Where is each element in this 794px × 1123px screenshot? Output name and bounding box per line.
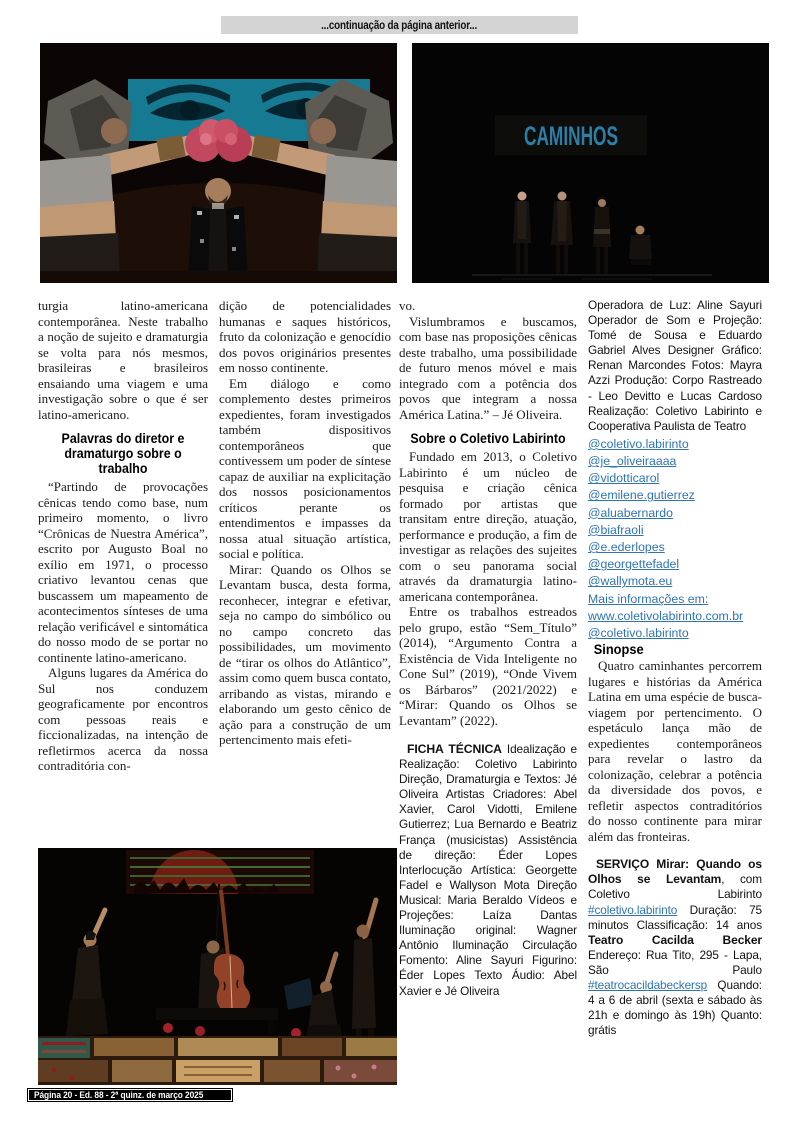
text-column-3 [399, 298, 577, 1090]
social-link-handle[interactable]: @georgettefadel [588, 557, 680, 572]
servico-hashtag-teatro[interactable]: #teatrocacildabeckersp [588, 978, 708, 993]
footer-page-info-bar [27, 1088, 233, 1102]
servico-show-title: Mirar: Quando os Olhos se Levantam [588, 857, 762, 887]
boxing-scene-illustration [40, 43, 397, 283]
credits-paragraph: Operadora de Luz: Aline Sayuri Operador de Som e Projeção: Tomé de Sousa e Eduardo Gabriel Alves Designer Gráfico: Renan Marcondes Fotos: Mayra Azzi Produção: Corpo Rastreado - Leo Devitto e Lucas Cardoso Realização: Coletivo Labirinto e Cooperativa Paulista de Teatro [588, 298, 762, 433]
rug-floor [38, 1036, 397, 1085]
text-column-2 [219, 298, 391, 838]
continuation-banner-label: ...continuação da página anterior... [321, 18, 478, 32]
column3-paragraph-1: vo. [399, 298, 416, 313]
intro-continued-paragraph: turgia latino-americana contemporânea. Neste trabalho a noção de sujeito e dramaturgia se volta para nós mesmos, brasileiras e brasileiros ensaiando uma viagem e uma investigação sobre o que é ser latino-americano. [38, 298, 208, 422]
coletivo-paragraph-2: Entre os trabalhos estreados pelo grupo, estão “Sem_Título” (2014), “Argumento Contra a Existência de Vida Inteligente no Cone Sul” (2019), “Onde Vivem os Bárbaros” (2021/2022) e “Mirar: Quando os Olhos se Levantam” (2022). [399, 604, 577, 728]
social-link-handle[interactable]: @coletivo.labirinto [588, 436, 689, 451]
column3-paragraph-2: Vislumbramos e buscamos, com base nas proposições cênicas deste trabalho, uma possibilidade de futuro menos móvel e mais integrado com a potência dos povos que integram a nossa América Latina.” – Jé Oliveira. [399, 313, 577, 422]
stage-doublebass-illustration [38, 848, 397, 1085]
sinopse-heading: Sinopse [593, 642, 644, 658]
social-link-handle[interactable]: @aluabernardo [588, 505, 673, 520]
footer-page-info: Página 20 - Ed. 88 - 2ª quinz. de março 2025 [34, 1089, 204, 1101]
column2-paragraph-3: Mirar: Quando os Olhos se Levantam busca, desta forma, reconhecer, integrar e efetivar, seja no campo do simbólico ou no campo concreto das possibilidades, um movimento de “tirar os olhos do Atlântico”, assim como quem busca contato, arribando as vistas, mirando e elaborando um gesto cênico de ação para a construção de um pertencimento mais efeti- [219, 561, 391, 747]
social-links-list [588, 436, 762, 642]
director-words-heading: Palavras do diretor e dramaturgo sobre o trabalho [61, 431, 185, 476]
sinopse-paragraph: Quatro caminhantes percorrem lugares e histórias da América Latina em uma espécie de busca-viagem por pertencimento. O espetáculo lança mão de expedientes contemporâneos para revelar o lastro da colonização, celebrar a potência da diversidade dos povos, e refletir aspectos contraditórios do nosso continente para mirar além das fronteiras. [588, 658, 762, 844]
social-link-handle[interactable]: @emilene.gutierrez [588, 488, 695, 503]
servico-text: Quando: 4 a 6 de abril (sexta e sábado às 21h e domingo às 19h) Quanto: grátis [588, 978, 762, 1038]
coletivo-heading: Sobre o Coletivo Labirinto [410, 431, 566, 446]
red-balloon [163, 1023, 173, 1033]
servico-text: , com Coletivo Labirinto [588, 872, 762, 902]
social-link-handle[interactable]: @wallymota.eu [588, 574, 673, 589]
photo-stage-doublebass [38, 848, 397, 1085]
social-link-handle[interactable]: @coletivo.labirinto [588, 626, 689, 641]
column2-paragraph-1: dição de potencialidades humanas e saques históricos, fruto da colonização e genocídio dos povos originários presentes em nosso continente. [219, 298, 391, 375]
caminhos-projected-title: CAMINHOS [524, 121, 618, 151]
servico-paragraph [588, 857, 762, 1038]
servico-label: SERVIÇO [596, 857, 650, 872]
social-link-handle[interactable]: @e.ederlopes [588, 540, 665, 555]
photo-caminhos-stage [412, 43, 769, 283]
social-link-handle[interactable]: @biafraoli [588, 522, 644, 537]
director-paragraph-2: Alguns lugares da América do Sul nos conduzem geograficamente por encontros com pessoas reais e ficcionalizadas, na intenção de refletirmos acerca da nossa contraditória con- [38, 665, 208, 773]
social-link-handle[interactable]: @je_oliveiraaaa [588, 454, 677, 469]
coletivo-paragraph-1: Fundado em 2013, o Coletivo Labirinto é um núcleo de pesquisa e criação cênica formado por artistas que transitam entre direção, atuação, performance e produção, a fim de investigar as relações des sujeites com o seu panorama social através da dramaturgia latino-americana contemporânea. [399, 449, 577, 604]
director-paragraph-1: “Partindo de provocações cênicas tendo como base, num primeiro momento, o livro “Crônicas de Nuestra América”, escrito por Augusto Boal no exílio em 1971, o processo criativo levantou cenas que buscassem um mapeamento de acontecimentos sínteses de uma relação verificável e sintomática do nosso modo de se portar no continente latino-americano. [38, 479, 208, 665]
red-balloon [195, 1026, 205, 1036]
caminhos-stage-illustration [412, 43, 769, 283]
text-column-4 [588, 298, 762, 1090]
projection-band [126, 850, 314, 894]
photo-boxing-scene [40, 43, 397, 283]
continuation-banner [221, 16, 578, 34]
servico-text: Duração: 75 minutos Classificação: 14 anos [588, 902, 762, 932]
column2-paragraph-2: Em diálogo e como complemento destes primeiros expedientes, foram investigados também dispositivos contemporâneos que contivessem um poder de síntese capaz de auxiliar na explicitação dos nossos posicionamentos críticos perante os entendimentos e impasses da nossa atual situação artística, social e política. [219, 375, 391, 561]
ficha-tecnica-paragraph [399, 742, 577, 999]
text-column-1 [38, 298, 208, 838]
more-info-link[interactable]: Mais informações em: www.coletivolabirinto.com.br [588, 591, 744, 623]
ficha-tecnica-body: Idealização e Realização: Coletivo Labirinto Direção, Dramaturgia e Textos: Jé Oliveira Artistas Criadores: Abel Xavier, Carol Vidotti, Emilene Gutierrez; Lua Bernardo e Beatriz França (musicistas) Assistência de direção: Éder Lopes Interlocução Artística: Georgette Fadel e Wallyson Mota Direção Musical: Maria Beraldo Vídeos e Projeções: Laíza Dantas Iluminação original: Wagner Antônio Iluminação Circulação Fomento: Aline Sayuri Figurino: Éder Lopes Texto Áudio: Abel Xavier e Jé Oliveira [399, 742, 577, 998]
servico-venue: Teatro Cacilda Becker [588, 932, 762, 947]
social-link-handle[interactable]: @vidotticarol [588, 471, 660, 486]
servico-text: Endereço: Rua Tito, 295 - Lapa, São Paulo [588, 947, 762, 977]
ficha-tecnica-label: FICHA TÉCNICA [407, 742, 502, 756]
servico-hashtag-coletivo[interactable]: #coletivo.labirinto [588, 902, 678, 917]
